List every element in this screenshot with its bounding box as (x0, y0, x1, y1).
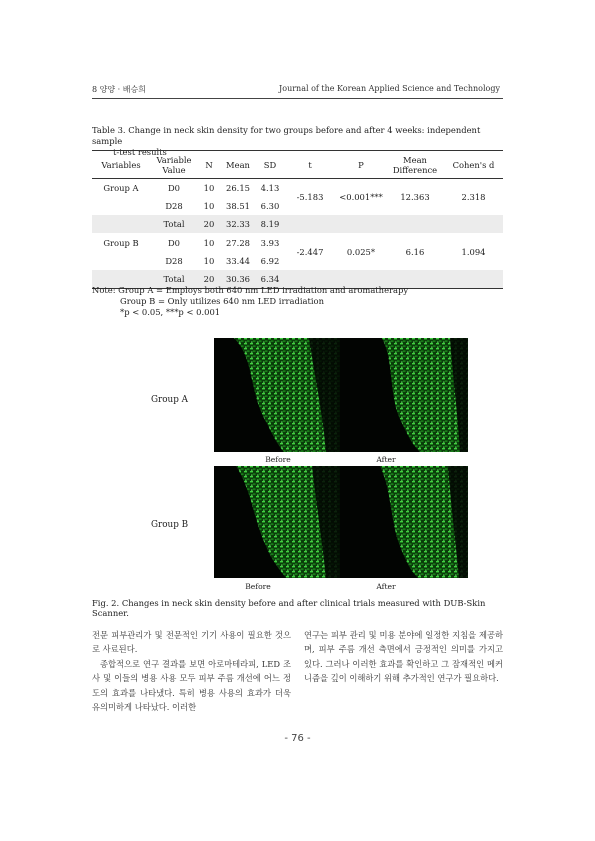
cell-value: D0 (167, 182, 181, 193)
cell-mean: 26.15 (226, 182, 250, 193)
group-name: Group A (103, 182, 139, 193)
skin-scan-image (340, 338, 468, 452)
col-header: t (284, 151, 336, 179)
col-header: N (198, 151, 220, 179)
skin-scan-graphic (214, 338, 342, 452)
cell-n: 10 (203, 182, 215, 193)
cell-n: 10 (203, 255, 215, 266)
col-header: Variables (92, 151, 150, 179)
image-label: After (376, 455, 396, 464)
cell-sd: 8.19 (256, 215, 284, 233)
results-table (92, 150, 503, 289)
skin-scan-image (214, 466, 342, 578)
cell-mean: 30.36 (220, 270, 256, 288)
note-line: Group B = Only utilizes 640 nm LED irradiation (120, 296, 324, 306)
running-header-authors: 8 양양 · 배승희 (92, 85, 146, 94)
table-row (92, 233, 503, 251)
cell-value: D0 (167, 237, 181, 248)
cell-value: D28 (165, 200, 183, 211)
note-line: *p < 0.05, ***p < 0.001 (120, 307, 221, 317)
header-rule (92, 98, 503, 99)
table-row (92, 215, 503, 233)
cell-value: Total (150, 270, 198, 288)
cell-sd: 4.13 (260, 182, 280, 193)
cell-mean: 33.44 (226, 255, 250, 266)
figure-row-label: Group B (151, 520, 189, 530)
body-paragraph: 전문 피부관리가 및 전문적인 기기 사용이 필요한 것으로 사료된다. (92, 630, 291, 655)
body-paragraph: 종합적으로 연구 결과를 보면 아로마테라피, LED 조사 및 이들의 병용 사용 모두 피부 주름 개선에 어느 정도의 효과를 나타냈다. 특히 병용 사용의 효과가 더욱 유의미하게 나타났다. 이러한 (92, 658, 291, 713)
table-caption-line2: t-test results (113, 147, 167, 157)
cell-empty (92, 197, 150, 215)
cell-sd: 3.93 (260, 237, 280, 248)
skin-scan-image (214, 338, 342, 452)
col-header: P (336, 151, 386, 179)
cell-mean: 27.28 (226, 237, 250, 248)
cell-mean: 38.51 (226, 200, 250, 211)
cell-empty (92, 215, 150, 233)
cell-n: 20 (198, 215, 220, 233)
cell-value: D28 (165, 255, 183, 266)
cell-p: <0.001*** (339, 192, 383, 203)
group-name: Group B (103, 237, 139, 248)
cell-p: 0.025* (346, 246, 376, 257)
body-column-right (304, 628, 503, 686)
cell-sd: 6.30 (260, 200, 280, 211)
image-label: Before (245, 582, 271, 591)
cell-t: -5.183 (296, 192, 324, 203)
cell-sd: 6.92 (260, 255, 280, 266)
cell-empty (444, 215, 503, 233)
cell-sd: 6.34 (256, 270, 284, 288)
table-header-row (92, 151, 503, 179)
col-header: Mean (220, 151, 256, 179)
skin-scan-graphic (214, 466, 342, 578)
cell-t: -2.447 (296, 246, 324, 257)
image-label: After (376, 582, 396, 591)
col-header: Variable Value (150, 151, 198, 179)
skin-scan-image (340, 466, 468, 578)
cell-empty (336, 215, 386, 233)
note-line: Note: Group A = Employs both 640 nm LED irradiation and aromatherapy (92, 285, 409, 295)
cell-mean-diff: 12.363 (400, 192, 430, 203)
body-column-left (92, 628, 291, 714)
cell-n: 10 (203, 237, 215, 248)
cell-mean: 32.33 (220, 215, 256, 233)
col-header: Cohen's d (444, 151, 503, 179)
table-notes (92, 285, 408, 318)
col-header: Mean Difference (386, 151, 444, 179)
table-caption-line1: Table 3. Change in neck skin density for two groups before and after 4 weeks: independent sample (92, 125, 481, 146)
figure-caption: Fig. 2. Changes in neck skin density before and after clinical trials measured with DUB-Skin Scanner. (92, 598, 486, 618)
figure-row-label: Group A (151, 395, 188, 405)
cell-mean-diff: 6.16 (405, 246, 425, 257)
page-number: - 76 - (284, 733, 311, 744)
cell-n: 20 (198, 270, 220, 288)
col-header: SD (256, 151, 284, 179)
body-paragraph: 연구는 피부 관리 및 미용 분야에 일정한 지침을 제공하며, 피부 주름 개선 측면에서 긍정적인 의미를 가지고 있다. 그러나 이러한 효과를 확인하고 그 잠재적인 메커니즘을 깊이 이해하기 위해 추가적인 연구가 필요하다. (304, 630, 503, 684)
running-header-journal: Journal of the Korean Applied Science and Technology (279, 84, 500, 93)
skin-scan-graphic (340, 338, 468, 452)
cell-cohens-d: 2.318 (461, 192, 486, 203)
cell-n: 10 (203, 200, 215, 211)
skin-scan-graphic (340, 466, 468, 578)
cell-empty (284, 215, 336, 233)
cell-value: Total (150, 215, 198, 233)
cell-cohens-d: 1.094 (461, 246, 486, 257)
cell-empty (386, 215, 444, 233)
image-label: Before (265, 455, 291, 464)
table-row (92, 179, 503, 197)
cell-empty (92, 252, 150, 270)
cell-empty (444, 270, 503, 288)
